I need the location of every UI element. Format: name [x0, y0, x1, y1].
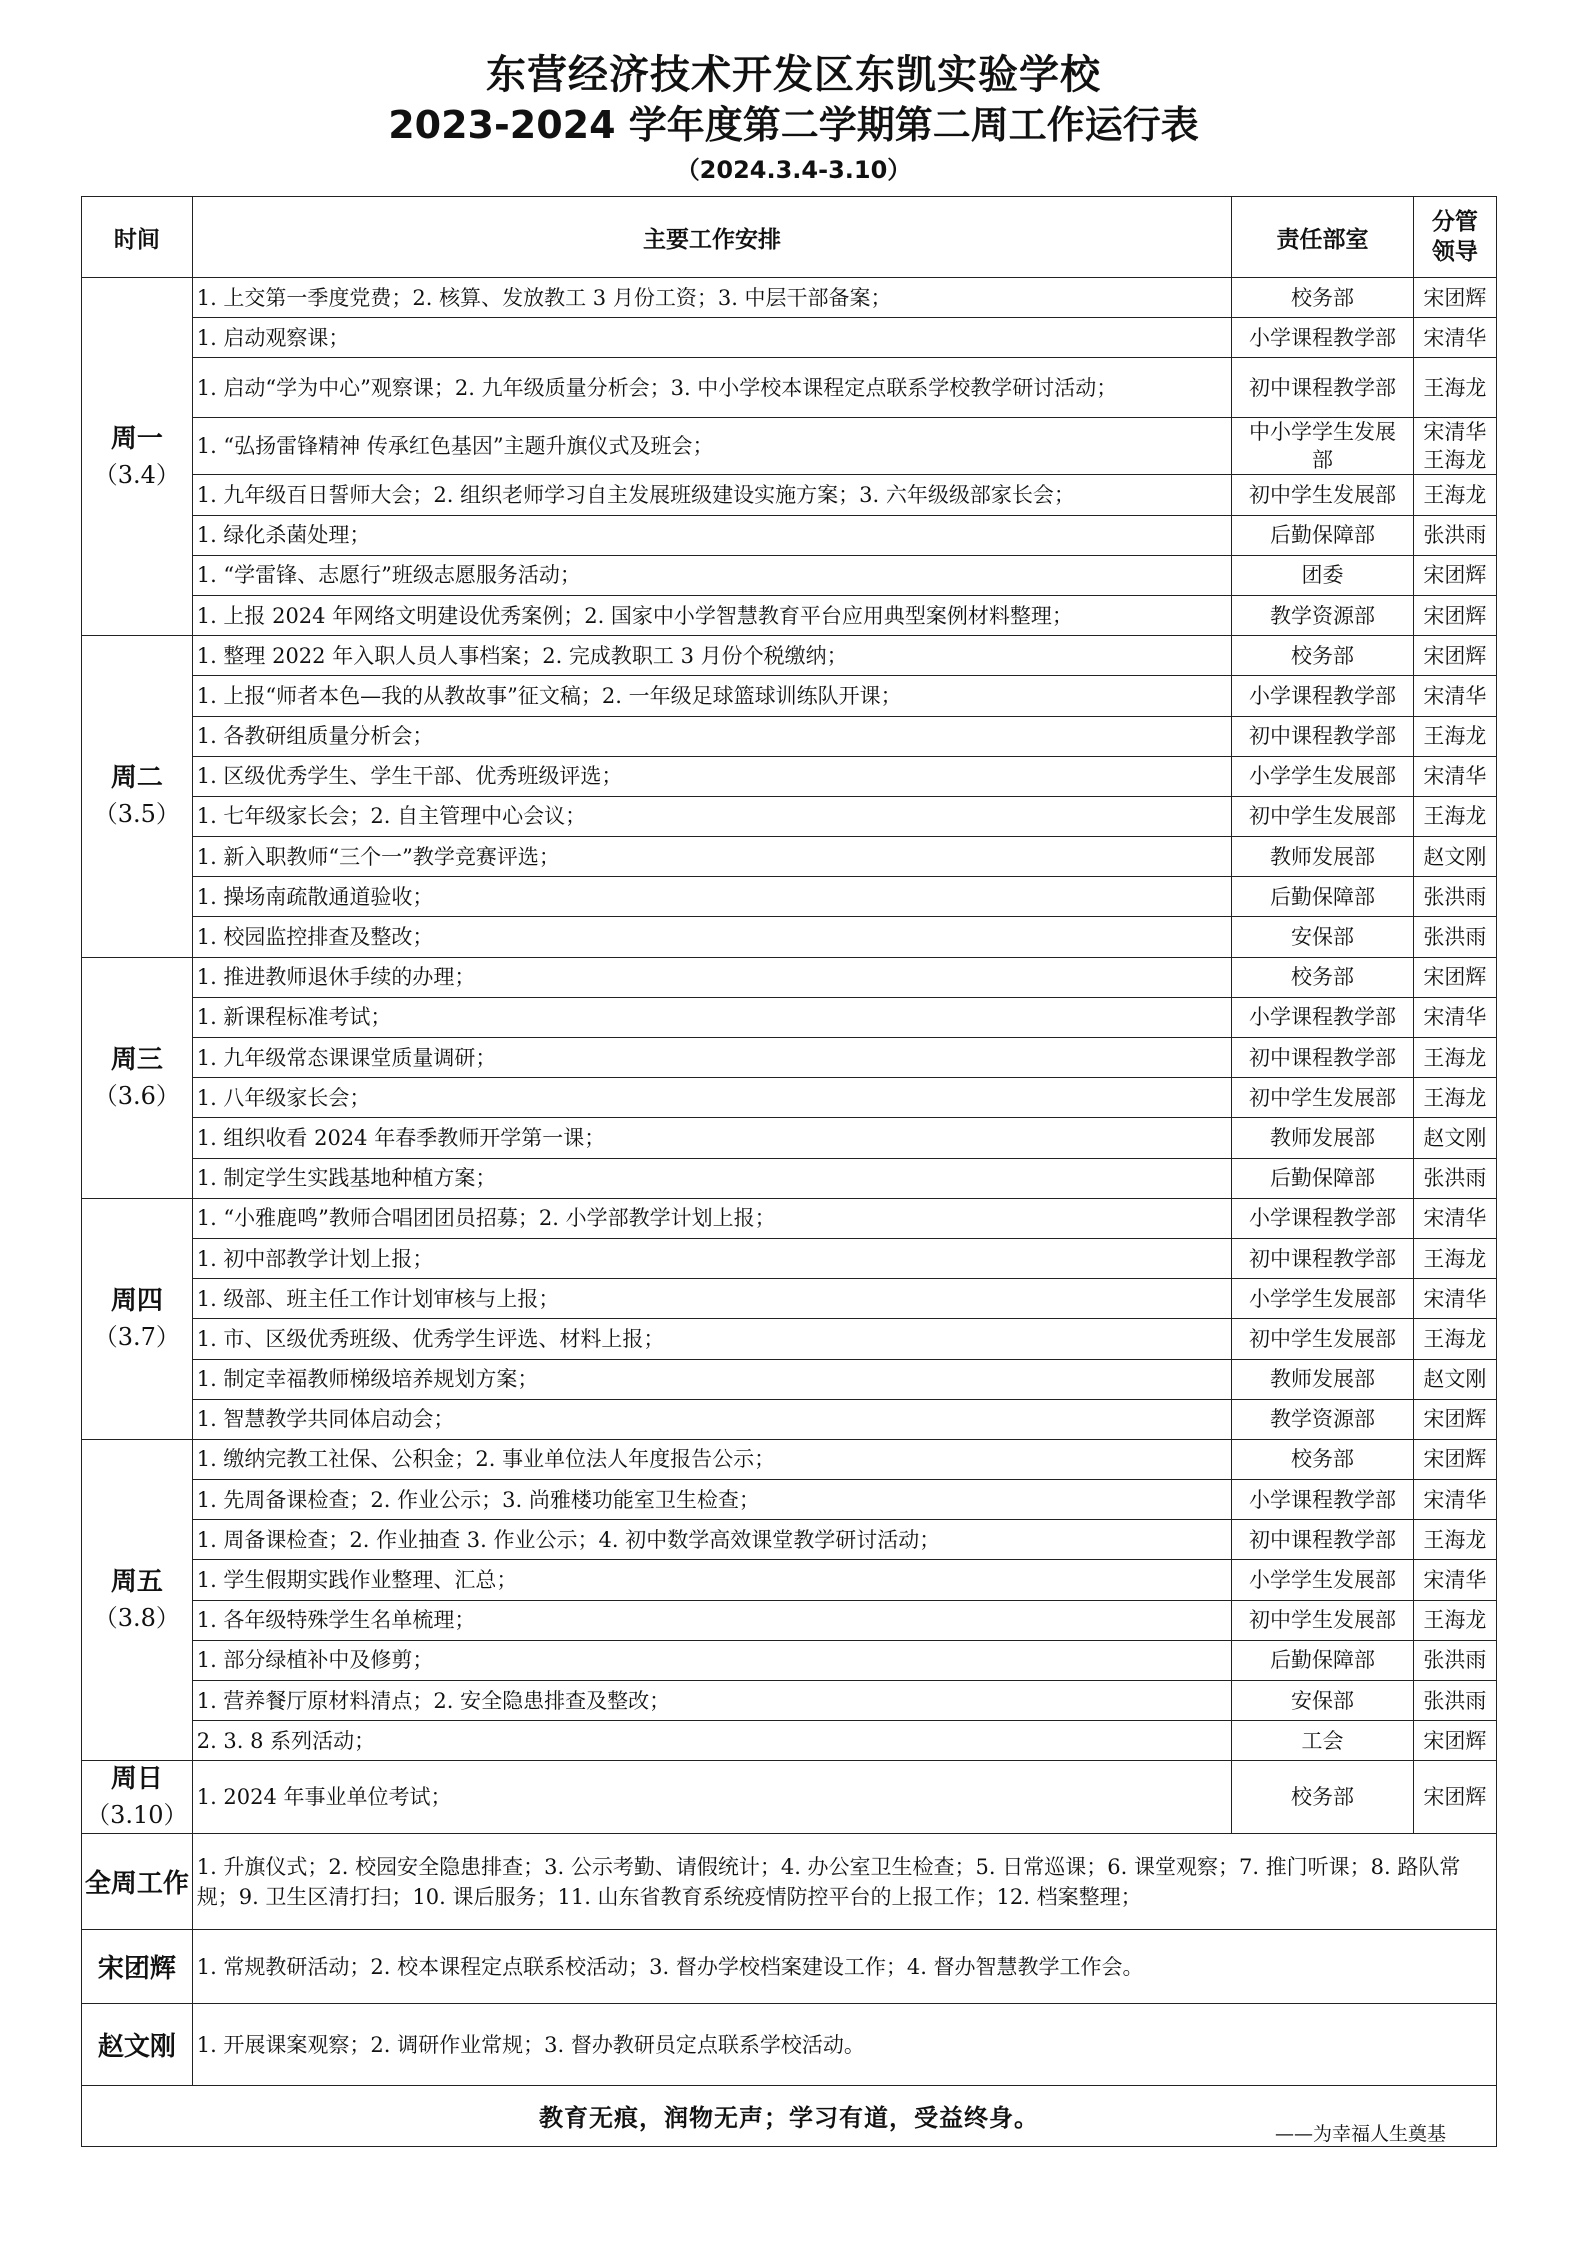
schedule-row [82, 997, 1497, 1037]
leader-cell: 张洪雨 [1413, 1158, 1496, 1198]
leader-work-label: 宋团辉 [82, 1930, 193, 2004]
day-name: 周日 [110, 1764, 163, 1795]
schedule-row [82, 917, 1497, 957]
schedule-row [82, 1560, 1497, 1600]
task-cell: 1. 校园监控排查及整改； [192, 917, 1232, 957]
day-cell [82, 278, 193, 636]
task-cell: 1. 上交第一季度党费；2. 核算、发放教工 3 月份工资；3. 中层干部备案； [192, 278, 1232, 318]
leader-cell: 王海龙 [1413, 1600, 1496, 1640]
task-cell: 1. 各年级特殊学生名单梳理； [192, 1600, 1232, 1640]
day-name: 周一 [110, 423, 163, 454]
header-leader [1413, 197, 1496, 278]
department-cell: 小学学生发展部 [1232, 1279, 1413, 1319]
leader-cell: 宋团辉 [1413, 595, 1496, 635]
leader-cell: 张洪雨 [1413, 917, 1496, 957]
department-cell: 初中学生发展部 [1232, 1319, 1413, 1359]
leader-cell: 张洪雨 [1413, 1640, 1496, 1680]
schedule-table [81, 196, 1497, 2147]
schedule-row [82, 716, 1497, 756]
task-cell: 2. 3. 8 系列活动； [192, 1721, 1232, 1761]
week-work-text: 1. 升旗仪式；2. 校园安全隐患排查；3. 公示考勤、请假统计；4. 办公室卫生检查；5. 日常巡课；6. 课堂观察；7. 推门听课；8. 路队常规；9. 卫生区清打扫；10. 课后服务；11. 山东省教育系统疫情防控平台的上报工作；12. 档案整理； [192, 1834, 1496, 1930]
leader-cell: 王海龙 [1413, 1238, 1496, 1278]
leader-cell: 张洪雨 [1413, 1681, 1496, 1721]
leader-work-label: 赵文刚 [82, 2004, 193, 2086]
department-cell: 初中课程教学部 [1232, 1038, 1413, 1078]
footer-cell [82, 2086, 1497, 2147]
schedule-row [82, 1319, 1497, 1359]
department-cell: 初中学生发展部 [1232, 796, 1413, 836]
department-cell: 校务部 [1232, 957, 1413, 997]
schedule-row [82, 1761, 1497, 1834]
schedule-row [82, 1721, 1497, 1761]
day-cell [82, 957, 193, 1198]
task-cell: 1. 启动“学为中心”观察课；2. 九年级质量分析会；3. 中小学校本课程定点联系学校教学研讨活动； [192, 358, 1232, 418]
schedule-row [82, 318, 1497, 358]
leader-cell: 宋清华 [1413, 1198, 1496, 1238]
leader-cell: 王海龙 [1413, 796, 1496, 836]
department-cell: 教师发展部 [1232, 1118, 1413, 1158]
department-cell: 初中课程教学部 [1232, 716, 1413, 756]
header-department: 责任部室 [1232, 197, 1413, 278]
leader-cell: 王海龙 [1413, 1319, 1496, 1359]
leader-cell: 宋团辉 [1413, 1439, 1496, 1479]
header-leader-line1: 分管 [1431, 209, 1478, 235]
leader-cell: 宋清华 [1413, 318, 1496, 358]
leader-cell: 张洪雨 [1413, 877, 1496, 917]
task-cell: 1. 九年级常态课课堂质量调研； [192, 1038, 1232, 1078]
department-cell: 团委 [1232, 555, 1413, 595]
schedule-row [82, 1198, 1497, 1238]
task-cell: 1. 绿化杀菌处理； [192, 515, 1232, 555]
leader-cell: 宋清华 [1413, 1560, 1496, 1600]
leader-cell: 宋清华 王海龙 [1413, 418, 1496, 475]
task-cell: 1. 各教研组质量分析会； [192, 716, 1232, 756]
day-name: 周三 [110, 1044, 163, 1075]
department-cell: 初中学生发展部 [1232, 475, 1413, 515]
leader-cell: 宋清华 [1413, 997, 1496, 1037]
task-cell: 1. 级部、班主任工作计划审核与上报； [192, 1279, 1232, 1319]
schedule-row [82, 676, 1497, 716]
document-header [0, 50, 1587, 188]
leader-cell: 宋清华 [1413, 1480, 1496, 1520]
schedule-row [82, 636, 1497, 676]
day-date: （3.10） [86, 1801, 188, 1830]
week-work-label: 全周工作 [82, 1834, 193, 1930]
schedule-row [82, 515, 1497, 555]
task-cell: 1. 整理 2022 年入职人员人事档案；2. 完成教职工 3 月份个税缴纳； [192, 636, 1232, 676]
department-cell: 初中学生发展部 [1232, 1600, 1413, 1640]
task-cell: 1. 制定学生实践基地种植方案； [192, 1158, 1232, 1198]
schedule-row [82, 957, 1497, 997]
schedule-row [82, 418, 1497, 475]
schedule-row [82, 877, 1497, 917]
schedule-row [82, 1640, 1497, 1680]
department-cell: 教学资源部 [1232, 595, 1413, 635]
task-cell: 1. 八年级家长会； [192, 1078, 1232, 1118]
schedule-row [82, 1038, 1497, 1078]
department-cell: 教学资源部 [1232, 1399, 1413, 1439]
task-cell: 1. 制定幸福教师梯级培养规划方案； [192, 1359, 1232, 1399]
department-cell: 工会 [1232, 1721, 1413, 1761]
task-cell: 1. 初中部教学计划上报； [192, 1238, 1232, 1278]
leader-cell: 宋清华 [1413, 676, 1496, 716]
leader-cell: 宋团辉 [1413, 636, 1496, 676]
date-range: （2024.3.4-3.10） [675, 156, 912, 184]
department-cell: 小学学生发展部 [1232, 1560, 1413, 1600]
schedule-row [82, 1439, 1497, 1479]
department-cell: 小学课程教学部 [1232, 997, 1413, 1037]
task-cell: 1. 区级优秀学生、学生干部、优秀班级评选； [192, 756, 1232, 796]
department-cell: 校务部 [1232, 1439, 1413, 1479]
leader-cell: 宋团辉 [1413, 1721, 1496, 1761]
schedule-row [82, 358, 1497, 418]
department-cell: 校务部 [1232, 1761, 1413, 1834]
leader-cell: 王海龙 [1413, 716, 1496, 756]
schedule-row [82, 1681, 1497, 1721]
leader-cell: 宋团辉 [1413, 1761, 1496, 1834]
day-cell [82, 636, 193, 958]
leader-cell: 宋团辉 [1413, 1399, 1496, 1439]
department-cell: 校务部 [1232, 636, 1413, 676]
leader-cell: 宋团辉 [1413, 555, 1496, 595]
task-cell: 1. 启动观察课； [192, 318, 1232, 358]
task-cell: 1. “弘扬雷锋精神 传承红色基因”主题升旗仪式及班会； [192, 418, 1232, 475]
department-cell: 中小学学生发展部 [1232, 418, 1413, 475]
schedule-row [82, 1078, 1497, 1118]
motto-signature: ——为幸福人生奠基 [1274, 2123, 1446, 2146]
leader-work-text: 1. 常规教研活动；2. 校本课程定点联系校活动；3. 督办学校档案建设工作；4. 督办智慧教学工作会。 [192, 1930, 1496, 2004]
leader-cell: 赵文刚 [1413, 837, 1496, 877]
task-cell: 1. 操场南疏散通道验收； [192, 877, 1232, 917]
task-cell: 1. 先周备课检查；2. 作业公示；3. 尚雅楼功能室卫生检查； [192, 1480, 1232, 1520]
schedule-row [82, 1118, 1497, 1158]
department-cell: 校务部 [1232, 278, 1413, 318]
day-date: （3.4） [93, 460, 180, 489]
day-cell [82, 1439, 193, 1761]
school-title: 东营经济技术开发区东凯实验学校 [486, 52, 1101, 98]
department-cell: 安保部 [1232, 917, 1413, 957]
leader-cell: 赵文刚 [1413, 1118, 1496, 1158]
day-date: （3.8） [93, 1604, 180, 1633]
task-cell: 1. 营养餐厅原材料清点；2. 安全隐患排查及整改； [192, 1681, 1232, 1721]
department-cell: 后勤保障部 [1232, 515, 1413, 555]
task-cell: 1. “小雅鹿鸣”教师合唱团团员招募；2. 小学部教学计划上报； [192, 1198, 1232, 1238]
schedule-row [82, 1238, 1497, 1278]
schedule-row [82, 278, 1497, 318]
department-cell: 小学课程教学部 [1232, 676, 1413, 716]
leader-cell: 宋清华 [1413, 756, 1496, 796]
task-cell: 1. 新入职教师“三个一”教学竞赛评选； [192, 837, 1232, 877]
department-cell: 初中课程教学部 [1232, 1520, 1413, 1560]
department-cell: 小学学生发展部 [1232, 756, 1413, 796]
day-name: 周四 [110, 1285, 163, 1316]
department-cell: 小学课程教学部 [1232, 1198, 1413, 1238]
leader-cell: 赵文刚 [1413, 1359, 1496, 1399]
task-cell: 1. 学生假期实践作业整理、汇总； [192, 1560, 1232, 1600]
header-leader-line2: 领导 [1431, 239, 1478, 265]
schedule-row [82, 1279, 1497, 1319]
day-name: 周五 [110, 1567, 163, 1598]
schedule-row [82, 1480, 1497, 1520]
task-cell: 1. 推进教师退休手续的办理； [192, 957, 1232, 997]
schedule-row [82, 837, 1497, 877]
task-cell: 1. 七年级家长会；2. 自主管理中心会议； [192, 796, 1232, 836]
schedule-row [82, 1520, 1497, 1560]
day-cell [82, 1761, 193, 1834]
department-cell: 初中课程教学部 [1232, 358, 1413, 418]
department-cell: 小学课程教学部 [1232, 1480, 1413, 1520]
department-cell: 教师发展部 [1232, 837, 1413, 877]
task-cell: 1. 智慧教学共同体启动会； [192, 1399, 1232, 1439]
schedule-row [82, 1600, 1497, 1640]
leader-cell: 宋团辉 [1413, 278, 1496, 318]
task-cell: 1. 市、区级优秀班级、优秀学生评选、材料上报； [192, 1319, 1232, 1359]
department-cell: 教师发展部 [1232, 1359, 1413, 1399]
task-cell: 1. 上报 2024 年网络文明建设优秀案例；2. 国家中小学智慧教育平台应用典型案例材料整理； [192, 595, 1232, 635]
department-cell: 初中学生发展部 [1232, 1078, 1413, 1118]
schedule-row [82, 555, 1497, 595]
task-cell: 1. 2024 年事业单位考试； [192, 1761, 1232, 1834]
task-cell: 1. “学雷锋、志愿行”班级志愿服务活动； [192, 555, 1232, 595]
leader-cell: 宋团辉 [1413, 957, 1496, 997]
school-motto: 教育无痕，润物无声；学习有道，受益终身。 [539, 2103, 1039, 2133]
header-main-work: 主要工作安排 [192, 197, 1232, 278]
schedule-row [82, 796, 1497, 836]
department-cell: 小学课程教学部 [1232, 318, 1413, 358]
task-cell: 1. 上报“师者本色—我的从教故事”征文稿；2. 一年级足球篮球训练队开课； [192, 676, 1232, 716]
schedule-row [82, 756, 1497, 796]
department-cell: 初中课程教学部 [1232, 1238, 1413, 1278]
department-cell: 后勤保障部 [1232, 1158, 1413, 1198]
leader-work-text: 1. 开展课案观察；2. 调研作业常规；3. 督办教研员定点联系学校活动。 [192, 2004, 1496, 2086]
task-cell: 1. 部分绿植补中及修剪； [192, 1640, 1232, 1680]
task-cell: 1. 组织收看 2024 年春季教师开学第一课； [192, 1118, 1232, 1158]
leader-cell: 宋清华 [1413, 1279, 1496, 1319]
leader-cell: 王海龙 [1413, 1038, 1496, 1078]
header-time: 时间 [82, 197, 193, 278]
leader-cell: 张洪雨 [1413, 515, 1496, 555]
department-cell: 后勤保障部 [1232, 1640, 1413, 1680]
schedule-row [82, 1158, 1497, 1198]
schedule-row [82, 1359, 1497, 1399]
task-cell: 1. 缴纳完教工社保、公积金；2. 事业单位法人年度报告公示； [192, 1439, 1232, 1479]
day-date: （3.6） [93, 1081, 180, 1110]
department-cell: 后勤保障部 [1232, 877, 1413, 917]
leader-cell: 王海龙 [1413, 1520, 1496, 1560]
leader-cell: 王海龙 [1413, 358, 1496, 418]
leader-cell: 王海龙 [1413, 475, 1496, 515]
day-name: 周二 [110, 763, 163, 794]
day-cell [82, 1198, 193, 1439]
schedule-row [82, 475, 1497, 515]
task-cell: 1. 周备课检查；2. 作业抽查 3. 作业公示；4. 初中数学高效课堂教学研讨活动； [192, 1520, 1232, 1560]
schedule-row [82, 1399, 1497, 1439]
leader-cell: 王海龙 [1413, 1078, 1496, 1118]
task-cell: 1. 九年级百日誓师大会；2. 组织老师学习自主发展班级建设实施方案；3. 六年级级部家长会； [192, 475, 1232, 515]
task-cell: 1. 新课程标准考试； [192, 997, 1232, 1037]
department-cell: 安保部 [1232, 1681, 1413, 1721]
day-date: （3.5） [93, 800, 180, 829]
schedule-title: 2023-2024 学年度第二学期第二周工作运行表 [388, 103, 1199, 147]
schedule-row [82, 595, 1497, 635]
day-date: （3.7） [93, 1322, 180, 1351]
